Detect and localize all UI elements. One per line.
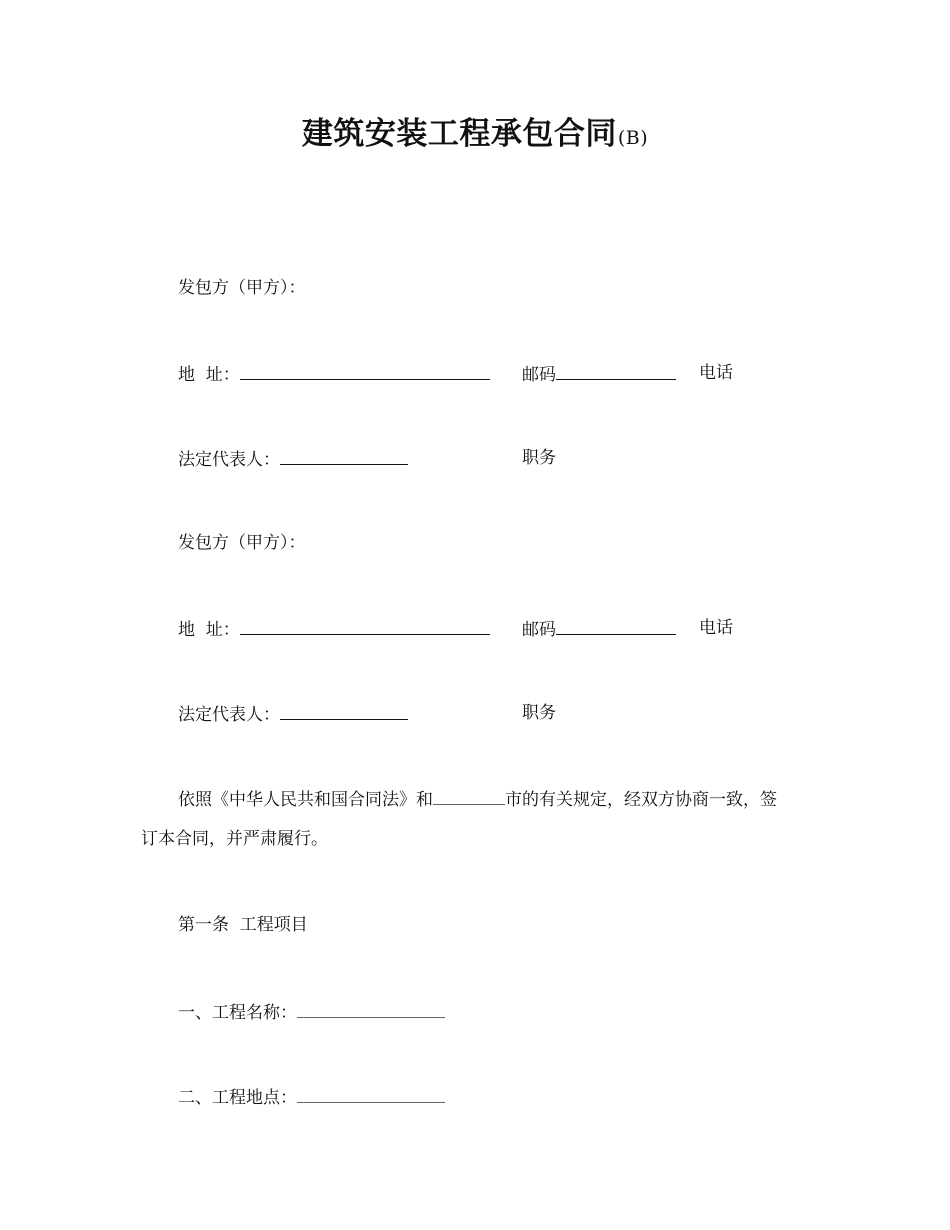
party-a-label-2: 发包方（甲方）： <box>178 533 306 553</box>
address-row-2 <box>178 616 490 642</box>
title-suffix: (B) <box>617 127 649 149</box>
article1-heading: 第一条 工程项目 <box>178 915 308 935</box>
address-blank[interactable] <box>240 361 490 380</box>
preamble-part2: 市的有关规定，经双方协商一致，签 <box>505 790 777 810</box>
address-row-1 <box>178 361 490 387</box>
project-location-label: 二、工程地点： <box>178 1088 297 1108</box>
rep-row-2 <box>178 701 408 727</box>
postcode-label: 邮码 <box>522 365 556 385</box>
postcode-label: 邮码 <box>522 620 556 640</box>
rep-label: 法定代表人： <box>178 450 280 470</box>
rep-label: 法定代表人： <box>178 705 280 725</box>
city-blank[interactable] <box>433 786 505 805</box>
address-label: 地 址： <box>178 365 240 385</box>
title-text: 建筑安装工程承包合同 <box>301 116 617 152</box>
project-location-row <box>178 1084 445 1110</box>
phone-label-2: 电话 <box>699 618 733 638</box>
position-label-1: 职务 <box>522 448 556 468</box>
address-label: 地 址： <box>178 620 240 640</box>
preamble-line-1 <box>178 786 777 812</box>
postcode-blank[interactable] <box>556 616 676 635</box>
preamble-line-2: 订本合同，并严肃履行。 <box>141 829 328 849</box>
party-a-label-1: 发包方（甲方）： <box>178 278 306 298</box>
address-blank[interactable] <box>240 616 490 635</box>
position-label-2: 职务 <box>522 703 556 723</box>
project-location-blank[interactable] <box>297 1084 445 1103</box>
page-title <box>0 112 950 160</box>
preamble-part1: 依照《中华人民共和国合同法》和 <box>178 790 433 810</box>
rep-row-1 <box>178 446 408 472</box>
postcode-row-2 <box>522 616 676 642</box>
rep-blank[interactable] <box>280 701 408 720</box>
rep-blank[interactable] <box>280 446 408 465</box>
postcode-blank[interactable] <box>556 361 676 380</box>
project-name-label: 一、工程名称： <box>178 1003 297 1023</box>
project-name-blank[interactable] <box>297 999 445 1018</box>
phone-label-1: 电话 <box>699 363 733 383</box>
project-name-row <box>178 999 445 1025</box>
postcode-row-1 <box>522 361 676 387</box>
